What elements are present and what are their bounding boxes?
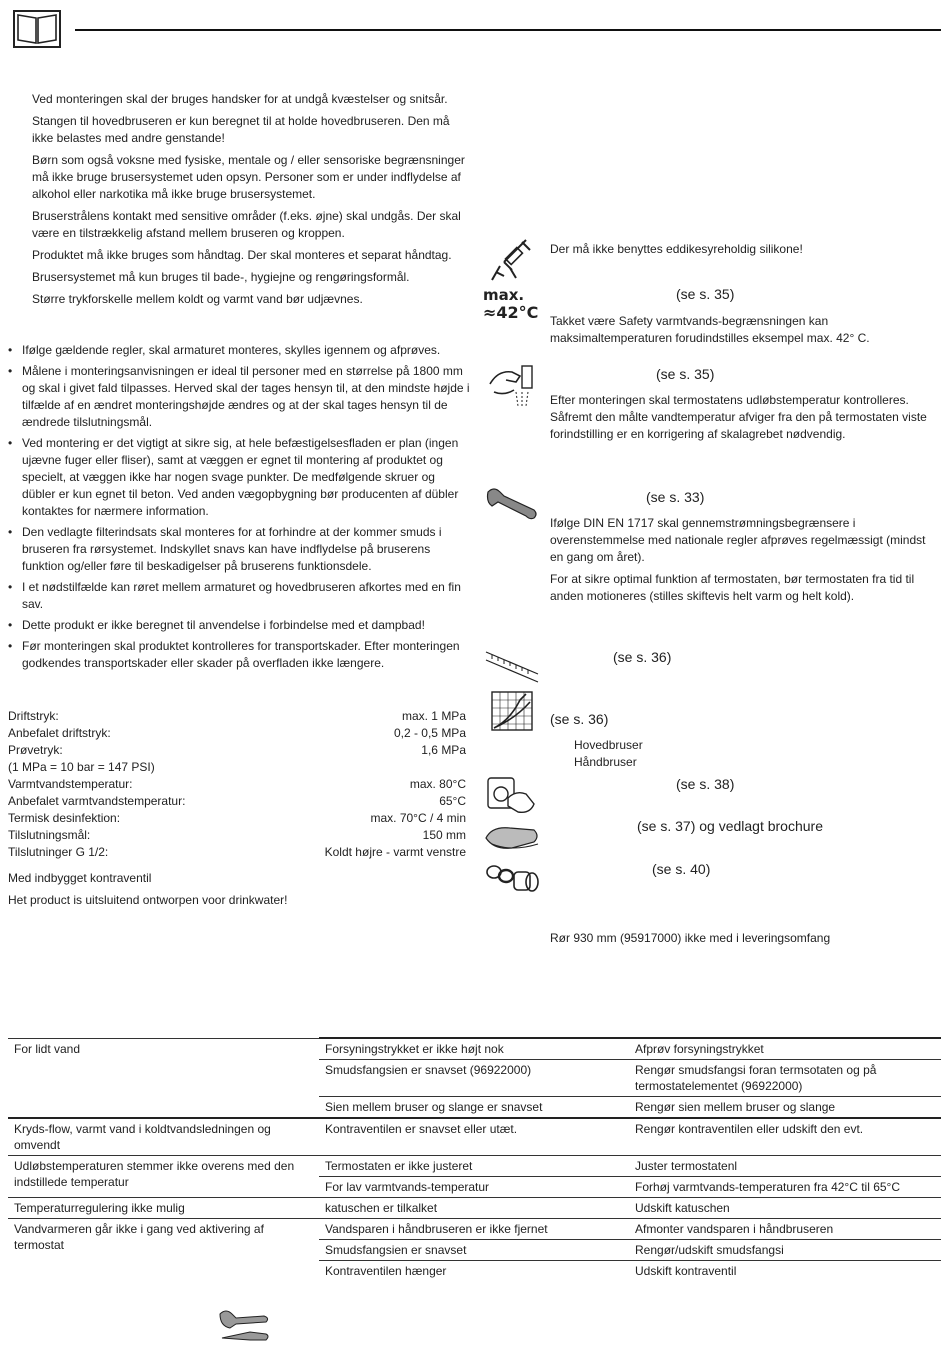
instruction-item: • Før monteringen skal produktet kontrolleres for transportskader. Efter monteringen godkendes transportskader eller skader på overfladen ikke længere. [8,638,470,672]
spare-parts-icon [484,858,542,898]
safety-note: Større trykforskelle mellem koldt og varmt vand bør udjævnes. [32,292,363,306]
tech-row [8,708,466,725]
tech-label: Driftstryk: [8,709,59,723]
temp-label: ≈42°C [483,303,539,322]
fault-cause: Forsyningstrykket er ikke højt nok [319,1038,629,1060]
instruction-item: • Den vedlagte filterindsats skal monteres for at forhindre at der kommer smuds i bruseren fra rørsystemet. Indskyllet snavs kan have indflydelse på bruserens funktion og/eller føre til beskadigelser på bruserens funktionsdele. [8,524,470,575]
tech-row [8,844,466,861]
tech-value: max. 1 MPa [401,709,466,723]
tech-label: Prøvetryk: [8,743,63,757]
table-row [8,1118,941,1156]
instruction-item: • Dette produkt er ikke beregnet til anvendelse i forbindelse med et dampbad! [8,617,470,634]
tech-value: max. 70°C / 4 min [370,811,466,825]
table-row [8,1198,941,1219]
book-icon [13,10,61,48]
fault-cause: katuschen er tilkalket [319,1198,629,1219]
tech-label: Tilslutningsmål: [8,828,91,842]
installation-instructions [8,342,470,676]
fault-remedy: Juster termostatenl [629,1156,941,1177]
tech-label: Tilslutninger G 1/2: [8,845,109,859]
maal-reference: (se s. 36) [613,649,672,665]
fault-remedy: Rengør kontraventilen eller udskift den evt. [629,1118,941,1156]
fault-remedy: Udskift katuschen [629,1198,941,1219]
fault-remedy: Afmonter vandsparen i håndbruseren [629,1219,941,1240]
fault-cause: Sien mellem bruser og slange er snavset [319,1097,629,1119]
instruction-item: • Ved montering er det vigtigt at sikre sig, at hele befæstigelsesfladen er plan (ingen ujævne fuger eller fliser), samt at væggen er egnet til montering af produktet og specielt, at væggen ikke har nogen svage punkter. De medfølgende skruer og dübler er kun egnet til beton. Ved anden vægopbygning bør producenten af dübler kontaktes for nærmere information. [8,435,470,520]
safety-note: Stangen til hovedbruseren er kun beregnet til at holde hovedbruseren. Den må ikke belastes med andre genstande! [32,114,450,145]
safety-note: Brusersystemet må kun bruges til bade-, hygiejne og rengøringsformål. [32,270,410,284]
silicone-warning: Der må ikke benyttes eddikesyreholdig silikone! [550,242,803,256]
ruler-icon [484,646,540,686]
tech-row [8,725,466,742]
fault-remedy: Udskift kontraventil [629,1261,941,1282]
technical-data [8,708,466,861]
fault-problem: Udløbstemperaturen stemmer ikke overens med den indstillede temperatur [8,1156,319,1198]
tech-row [8,810,466,827]
instruction-item: • I et nødstilfælde kan røret mellem armaturet og hovedbruseren afkortes med en fin sav. [8,579,470,613]
fault-cause: Smudsfangsien er snavset [319,1240,629,1261]
fault-problem: Kryds-flow, varmt vand i koldtvandsledningen og omvendt [8,1118,319,1156]
tech-value: Koldt højre - varmt venstre [324,845,466,859]
flow-reference: (se s. 36) [550,711,609,727]
fault-remedy: Rengør smudsfangsi foran termsotaten og på termostatelementet (96922000) [629,1060,941,1097]
tech-label: (1 MPa = 10 bar = 147 PSI) [8,760,155,774]
rengoring-reference: (se s. 37) og vedlagt brochure [637,818,823,834]
safety-note: Ved monteringen skal der bruges handsker for at undgå kvæstelser og snitsår. [32,92,448,106]
safety-description: Takket være Safety varmtvands-begrænsningen kan maksimaltemperaturen forudindstilles eksempel max. 42° C. [550,314,870,345]
wrench-icon [484,484,540,524]
hovedbruser-label: Hovedbruser [574,738,643,752]
betjening-reference: (se s. 38) [676,776,735,792]
fault-cause: Kontraventilen hænger [319,1261,629,1282]
fault-remedy: Afprøv forsyningstrykket [629,1038,941,1060]
fault-problem: Temperaturregulering ikke mulig [8,1198,319,1219]
tech-row [8,827,466,844]
vedligehold-description: Ifølge DIN EN 1717 skal gennemstrømningsbegrænsere i overenstemmelse med nationale regler afprøves regelmæssigt (mindst en gang om året). [550,516,926,564]
kontraventil-note: Med indbygget kontraventil [8,871,152,885]
fault-cause: Vandsparen i håndbruseren er ikke fjernet [319,1219,629,1240]
fault-cause: Smudsfangsien er snavset (96922000) [319,1060,629,1097]
fault-remedy: Rengør sien mellem bruser og slange [629,1097,941,1119]
thermometer-hand-icon [486,362,538,408]
fault-cause: Termostaten er ikke justeret [319,1156,629,1177]
justering-reference: (se s. 35) [656,366,715,382]
cleaning-hand-icon [482,818,542,854]
tech-row [8,776,466,793]
tools-icon [216,1308,274,1344]
safety-notes [32,91,472,313]
table-row [8,1038,941,1060]
tech-value: 0,2 - 0,5 MPa [393,726,466,740]
vedligehold-reference: (se s. 33) [646,489,705,505]
tech-value: 1,6 MPa [421,743,466,757]
haandbruser-label: Håndbruser [574,755,637,769]
tech-value: 65°C [439,794,466,808]
table-row [8,1156,941,1177]
drinkwater-note: Het product is uitsluitend ontworpen voor drinkwater! [8,893,288,907]
flow-diagram-icon [490,690,534,732]
tech-row [8,742,466,759]
reservedele-reference: (se s. 40) [652,861,711,877]
table-row [8,1219,941,1240]
fault-cause: Kontraventilen er snavset eller utæt. [319,1118,629,1156]
operation-hand-icon [486,776,538,818]
fault-cause: For lav varmtvands-temperatur [319,1177,629,1198]
safety-note: Produktet må ikke bruges som håndtag. Der skal monteres et separat håndtag. [32,248,452,262]
tech-label: Varmtvandstemperatur: [8,777,133,791]
fault-problem: For lidt vand [8,1038,319,1118]
tech-value: max. 80°C [409,777,466,791]
safety-note: Bruserstrålens kontakt med sensitive områder (f.eks. øjne) skal undgås. Der skal være en tilstrækkelig afstand mellem bruseren og kroppen. [32,209,461,240]
safety-reference: (se s. 35) [676,286,735,302]
tech-label: Anbefalet varmtvandstemperatur: [8,794,186,808]
header-rule [75,29,941,31]
fault-problem: Vandvarmeren går ikke i gang ved aktivering af termostat [8,1219,319,1282]
instruction-item: • Ifølge gældende regler, skal armaturet monteres, skylles igennem og afprøves. [8,342,470,359]
instruction-item: • Målene i monteringsanvisningen er ideal til personer med en størrelse på 1800 mm og skal i givet fald tilpasses. Herved skal der tages hensyn til, at den mindste højde i tilfælde af en ændret monteringshøjde ændres og at der skal tages hensyn til de ændrede tilslutningsmål. [8,363,470,431]
justering-description: Efter monteringen skal termostatens udløbstemperatur kontrolleres. Såfremt den målte vandtemperatur afviger fra den på termostaten viste forindstilling er en korrigering af skalagrebet nødvendig. [550,393,927,441]
tech-label: Anbefalet driftstryk: [8,726,111,740]
tech-label: Termisk desinfektion: [8,811,121,825]
fault-remedy: Forhøj varmtvands-temperaturen fra 42°C til 65°C [629,1177,941,1198]
fault-table [8,1037,941,1281]
max-label: max. [483,286,525,304]
tech-value: 150 mm [422,828,466,842]
ror-note: Rør 930 mm (95917000) ikke med i leveringsomfang [550,931,831,945]
silicone-gun-icon [486,238,534,282]
fault-remedy: Rengør/udskift smudsfangsi [629,1240,941,1261]
tech-row [8,759,466,776]
safety-note: Børn som også voksne med fysiske, mentale og / eller sensoriske begrænsninger må ikke bruge brusersystemet uden opsyn. Personer som er under indflydelse af alkohol eller narkotika må ikke bruge brusersystemet. [32,153,465,201]
vedligehold-description-2: For at sikre optimal funktion af termostaten, bør termostaten fra tid til anden motioneres (stilles skiftevis helt varm og helt kold). [550,572,915,603]
tech-row [8,793,466,810]
